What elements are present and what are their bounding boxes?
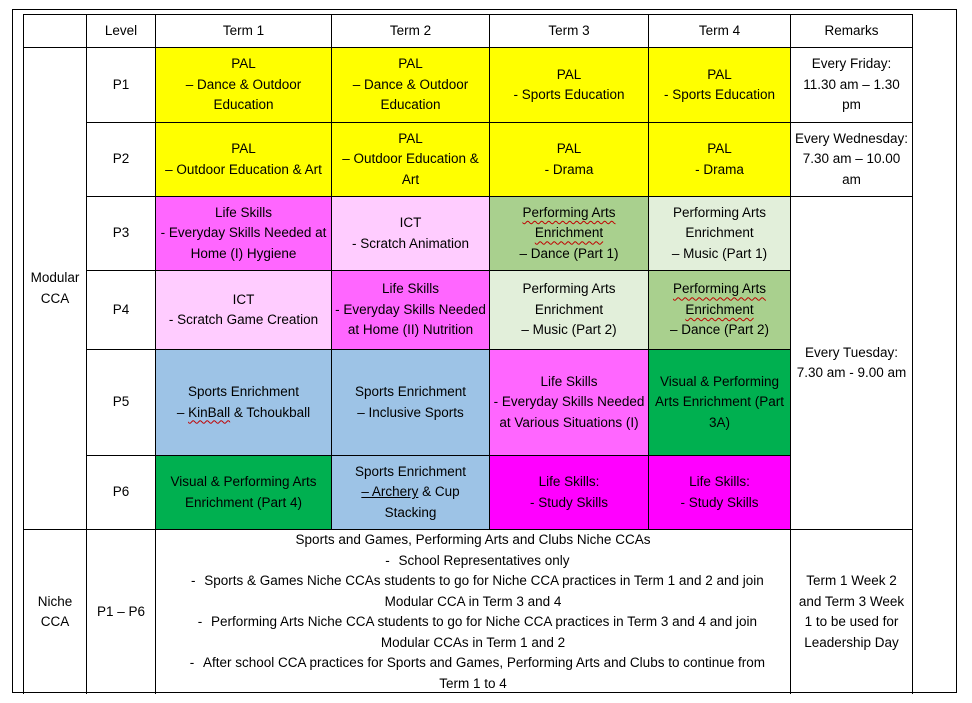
cell-p4-term4: Performing Arts Enrichment – Dance (Part 2) — [649, 271, 791, 350]
cell-p5-term3: Life Skills - Everyday Skills Needed at Various Situations (I) — [490, 350, 649, 456]
row-p4 — [24, 271, 913, 350]
header-term-3: Term 3 — [490, 15, 649, 48]
level-p2: P2 — [87, 123, 156, 197]
niche-title: Sports and Games, Performing Arts and Clubs Niche CCAs — [295, 532, 651, 547]
level-p6: P6 — [87, 456, 156, 530]
row-niche — [24, 530, 913, 695]
cell-p6-term4: Life Skills: - Study Skills — [649, 456, 791, 530]
cell-p1-term3: PAL - Sports Education — [490, 48, 649, 123]
cell-p5-term1: Sports Enrichment – KinBall & Tchoukball — [156, 350, 332, 456]
niche-bullet-4: - After school CCA practices for Sports and Games, Performing Arts and Clubs to continue from Term 1 to 4 — [189, 655, 765, 691]
niche-description — [156, 530, 791, 695]
cell-p2-term1: PAL – Outdoor Education & Art — [156, 123, 332, 197]
level-p5: P5 — [87, 350, 156, 456]
remark-p1: Every Friday: 11.30 am – 1.30 pm — [791, 48, 913, 123]
cell-p2-term4: PAL - Drama — [649, 123, 791, 197]
group-modular-cca: Modular CCA — [24, 48, 87, 530]
header-term-1: Term 1 — [156, 15, 332, 48]
row-p3 — [24, 197, 913, 271]
cell-p2-term3: PAL - Drama — [490, 123, 649, 197]
cell-p4-term1: ICT - Scratch Game Creation — [156, 271, 332, 350]
header-term-2: Term 2 — [332, 15, 490, 48]
level-niche: P1 – P6 — [87, 530, 156, 695]
level-p4: P4 — [87, 271, 156, 350]
niche-bullet-2: - Sports & Games Niche CCAs students to go for Niche CCA practices in Term 1 and 2 and join Modular CCA in Term 3 and 4 — [190, 573, 764, 609]
cell-p3-term4: Performing Arts Enrichment – Music (Part 1) — [649, 197, 791, 271]
row-p2 — [24, 123, 913, 197]
header-row — [24, 15, 913, 48]
cell-p1-term2: PAL – Dance & Outdoor Education — [332, 48, 490, 123]
header-term-4: Term 4 — [649, 15, 791, 48]
niche-bullet-1: - School Representatives only — [385, 552, 570, 568]
remark-p2: Every Wednesday: 7.30 am – 10.00 am — [791, 123, 913, 197]
cell-p6-term1: Visual & Performing Arts Enrichment (Part 4) — [156, 456, 332, 530]
row-p6 — [24, 456, 913, 530]
niche-bullet-3: - Performing Arts Niche CCA students to go for Niche CCA practices in Term 3 and 4 and join Modular CCAs in Term 1 and 2 — [197, 614, 757, 650]
cell-p3-term2: ICT - Scratch Animation — [332, 197, 490, 271]
cell-p3-term1: Life Skills - Everyday Skills Needed at Home (I) Hygiene — [156, 197, 332, 271]
remark-p3-p6: Every Tuesday: 7.30 am - 9.00 am — [791, 197, 913, 530]
header-level: Level — [87, 15, 156, 48]
row-p1 — [24, 48, 913, 123]
cell-p6-term3: Life Skills: - Study Skills — [490, 456, 649, 530]
cca-schedule-table — [23, 14, 913, 694]
remark-niche: Term 1 Week 2 and Term 3 Week 1 to be used for Leadership Day — [791, 530, 913, 695]
cell-p6-term2: Sports Enrichment – Archery & Cup Stacking — [332, 456, 490, 530]
cell-p3-term3: Performing Arts Enrichment – Dance (Part 1) — [490, 197, 649, 271]
header-remarks: Remarks — [791, 15, 913, 48]
level-p3: P3 — [87, 197, 156, 271]
cell-p4-term2: Life Skills - Everyday Skills Needed at Home (II) Nutrition — [332, 271, 490, 350]
cell-p5-term2: Sports Enrichment – Inclusive Sports — [332, 350, 490, 456]
cell-p2-term2: PAL – Outdoor Education & Art — [332, 123, 490, 197]
cell-p1-term4: PAL - Sports Education — [649, 48, 791, 123]
header-blank — [24, 15, 87, 48]
group-niche-cca: Niche CCA — [24, 530, 87, 695]
cell-p4-term3: Performing Arts Enrichment – Music (Part 2) — [490, 271, 649, 350]
row-p5 — [24, 350, 913, 456]
cell-p5-term4: Visual & Performing Arts Enrichment (Part 3A) — [649, 350, 791, 456]
level-p1: P1 — [87, 48, 156, 123]
cell-p1-term1: PAL – Dance & Outdoor Education — [156, 48, 332, 123]
